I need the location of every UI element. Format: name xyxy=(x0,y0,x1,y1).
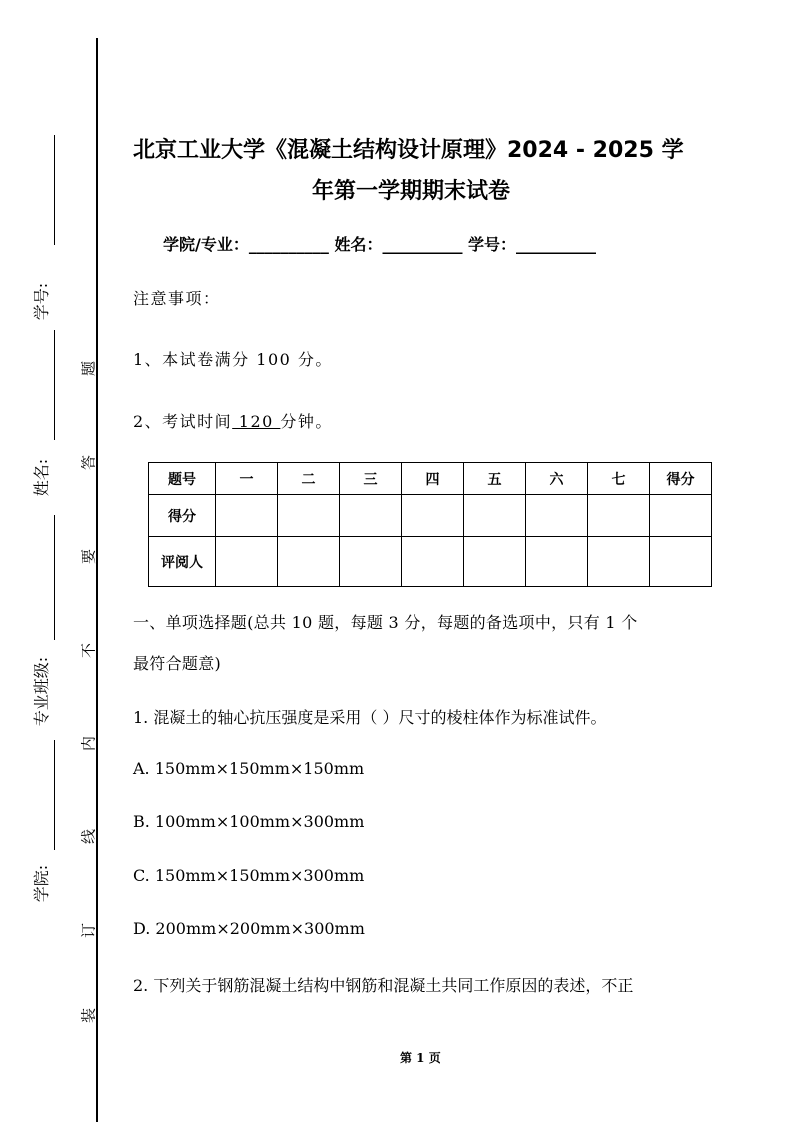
header-cell: 五 xyxy=(464,463,526,495)
header-cell: 七 xyxy=(588,463,650,495)
table-row xyxy=(149,495,712,537)
blank-line xyxy=(54,740,55,850)
note-2-pre: 2、考试时间 xyxy=(133,412,233,431)
score-cell[interactable] xyxy=(464,495,526,537)
blank-line xyxy=(54,330,55,440)
note-2-post: 分钟。 xyxy=(280,412,333,431)
q2-stem: 2. 下列关于钢筋混凝土结构中钢筋和混凝土共同工作原因的表述，不正 xyxy=(133,976,634,995)
header-cell: 六 xyxy=(526,463,588,495)
page-number: 第 1 页 xyxy=(400,1051,441,1065)
grader-cell[interactable] xyxy=(526,537,588,587)
q1-option-d[interactable]: D. 200mm×200mm×300mm xyxy=(133,919,365,938)
grader-cell[interactable] xyxy=(588,537,650,587)
margin-label-id: 学号: xyxy=(32,282,52,321)
seal-char: 线 xyxy=(79,829,98,845)
college-blank[interactable]: __________ xyxy=(248,235,329,254)
id-label: 学号： xyxy=(468,235,517,254)
grader-cell[interactable] xyxy=(340,537,402,587)
grader-cell[interactable] xyxy=(650,537,712,587)
header-cell: 三 xyxy=(340,463,402,495)
seal-char: 题 xyxy=(79,361,98,377)
note-1: 1、本试卷满分 100 分。 xyxy=(133,350,333,369)
name-blank[interactable]: __________ xyxy=(382,235,463,254)
score-cell[interactable] xyxy=(588,495,650,537)
score-table xyxy=(148,462,712,587)
margin-label-class: 专业班级: xyxy=(32,656,52,727)
grader-cell[interactable] xyxy=(402,537,464,587)
q1-option-a[interactable]: A. 150mm×150mm×150mm xyxy=(133,759,365,778)
row-label: 评阅人 xyxy=(149,537,216,587)
q1-stem: 1. 混凝土的轴心抗压强度是采用（ ）尺寸的棱柱体作为标准试件。 xyxy=(133,708,607,727)
row-label: 得分 xyxy=(149,495,216,537)
seal-char: 订 xyxy=(79,923,98,939)
header-cell: 二 xyxy=(278,463,340,495)
score-cell[interactable] xyxy=(340,495,402,537)
college-label: 学院/专业： xyxy=(163,235,249,254)
seal-char: 答 xyxy=(79,455,98,471)
grader-cell[interactable] xyxy=(278,537,340,587)
student-info xyxy=(163,232,596,255)
score-cell[interactable] xyxy=(650,495,712,537)
grader-cell[interactable] xyxy=(464,537,526,587)
score-cell[interactable] xyxy=(402,495,464,537)
header-cell: 题号 xyxy=(149,463,216,495)
seal-char: 内 xyxy=(79,736,98,752)
binding-line xyxy=(96,38,98,1122)
header-cell: 一 xyxy=(216,463,278,495)
exam-duration: 120 xyxy=(232,412,281,431)
title-line1: 北京工业大学《混凝土结构设计原理》2024 - 2025 学 xyxy=(133,138,684,163)
margin-label-name: 姓名: xyxy=(32,458,52,497)
table-header-row xyxy=(149,463,712,495)
title-line2: 年第一学期期末试卷 xyxy=(312,179,511,204)
seal-char: 要 xyxy=(79,549,98,565)
seal-char: 不 xyxy=(79,643,98,659)
score-cell[interactable] xyxy=(526,495,588,537)
blank-line xyxy=(54,135,55,245)
name-label: 姓名： xyxy=(334,235,383,254)
score-cell[interactable] xyxy=(278,495,340,537)
id-blank[interactable]: __________ xyxy=(516,235,597,254)
notes-heading: 注意事项： xyxy=(133,289,221,308)
margin-label-college: 学院: xyxy=(32,864,52,903)
blank-line xyxy=(54,515,55,640)
header-cell: 四 xyxy=(402,463,464,495)
grader-cell[interactable] xyxy=(216,537,278,587)
section1-heading: 一、单项选择题(总共 10 题，每题 3 分，每题的备选项中，只有 1 个 xyxy=(133,613,638,632)
q1-option-b[interactable]: B. 100mm×100mm×300mm xyxy=(133,812,365,831)
score-cell[interactable] xyxy=(216,495,278,537)
header-cell: 得分 xyxy=(650,463,712,495)
note-2 xyxy=(133,409,333,432)
q1-option-c[interactable]: C. 150mm×150mm×300mm xyxy=(133,866,365,885)
seal-char: 装 xyxy=(79,1008,98,1024)
table-row xyxy=(149,537,712,587)
section1-heading-cont: 最符合题意) xyxy=(133,654,222,673)
